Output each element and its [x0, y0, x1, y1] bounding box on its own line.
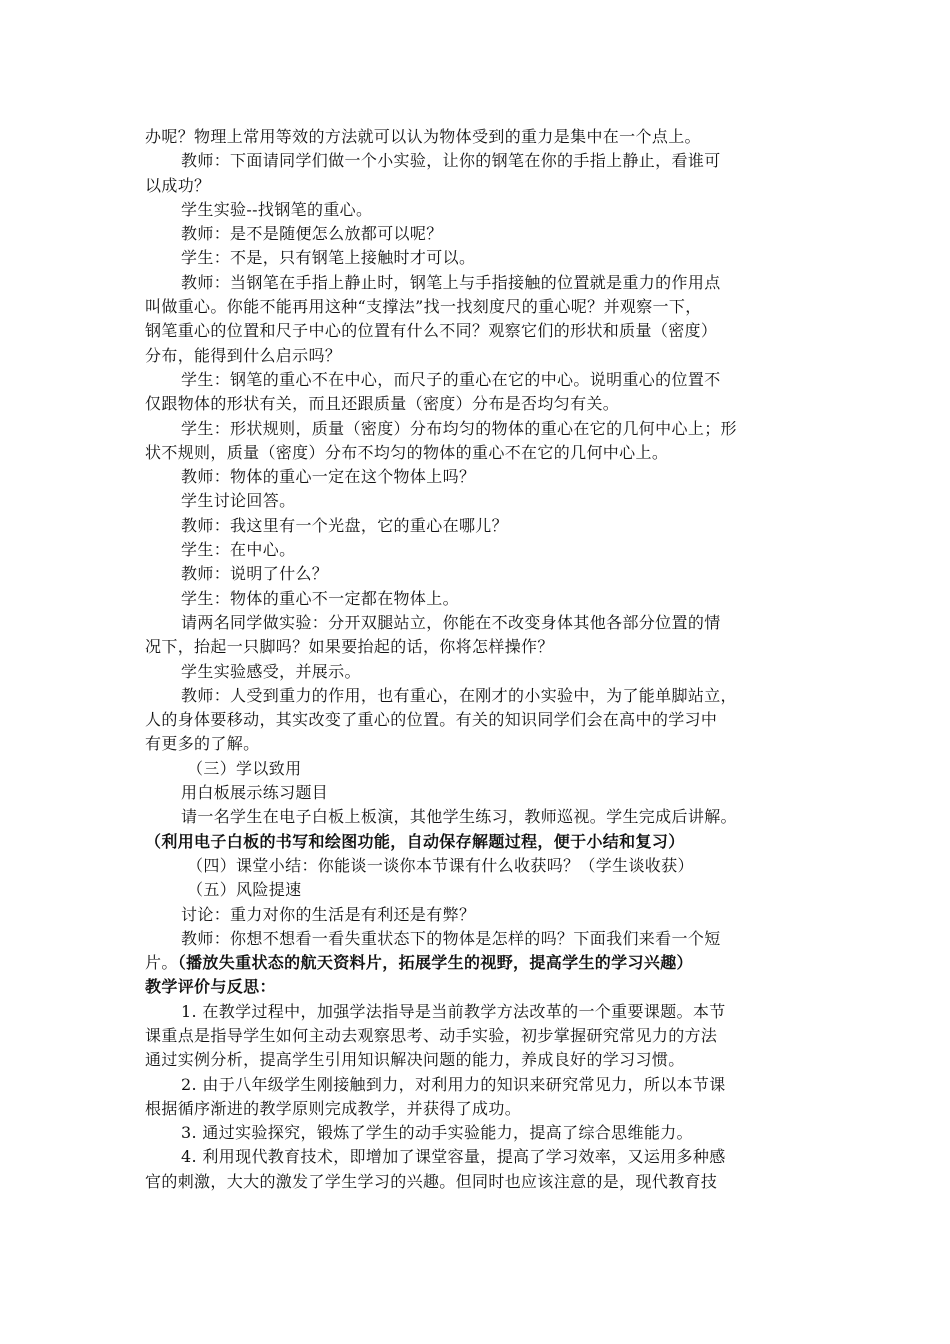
- text-line: 请两名同学做实验：分开双腿站立，你能在不改变身体其他各部分位置的情: [181, 612, 721, 632]
- text-line: 分布，能得到什么启示吗？: [145, 345, 342, 365]
- text-line: 学生讨论回答。: [181, 491, 296, 511]
- text-line: 况下，抬起一只脚吗？如果要抬起的话，你将怎样操作？: [145, 637, 554, 657]
- text-line: 教师：人受到重力的作用，也有重心，在刚才的小实验中，为了能单脚站立，: [181, 685, 737, 705]
- text-line: 课重点是指导学生如何主动去观察思考、动手实验，初步掌握研究常见力的方法: [145, 1025, 718, 1045]
- section-heading: （四）课堂小结：你能谈一谈你本节课有什么收获吗？（学生谈收获）: [187, 855, 694, 875]
- text-line: 教师：下面请同学们做一个小实验，让你的钢笔在你的手指上静止，看谁可: [181, 151, 721, 171]
- text-line: 学生：物体的重心不一定都在物体上。: [181, 588, 459, 608]
- text-line: 叫做重心。你能不能再用这种“支撑法”找一找刻度尺的重心呢？并观察一下，: [145, 297, 702, 317]
- text-line: 学生：形状规则，质量（密度）分布均匀的物体的重心在它的几何中心上；形: [181, 418, 737, 438]
- text-line: 有更多的了解。: [145, 734, 260, 754]
- text-line: 教师：物体的重心一定在这个物体上吗？: [181, 467, 476, 487]
- text-line: 讨论：重力对你的生活是有利还是有弊？: [181, 904, 476, 924]
- text-line: 学生实验感受，并展示。: [181, 661, 361, 681]
- text-line: 请一名学生在电子白板上板演，其他学生练习，教师巡视。学生完成后讲解。: [181, 807, 737, 827]
- text-line: 教师：当钢笔在手指上静止时，钢笔上与手指接触的位置就是重力的作用点: [181, 272, 721, 292]
- text-line: 4. 利用现代教育技术，即增加了课堂容量，提高了学习效率，又运用多种感: [181, 1147, 726, 1167]
- text-line: 官的刺激，大大的激发了学生学习的兴趣。但同时也应该注意的是，现代教育技: [145, 1171, 718, 1191]
- text-line: 人的身体要移动，其实改变了重心的位置。有关的知识同学们会在高中的学习中: [145, 710, 718, 730]
- text-line: 学生：不是，只有钢笔上接触时才可以。: [181, 248, 476, 268]
- text-line: 根据循序渐进的教学原则完成教学，并获得了成功。: [145, 1098, 522, 1118]
- text-line: 2. 由于八年级学生刚接触到力，对利用力的知识来研究常见力，所以本节课: [181, 1074, 726, 1094]
- text-line: 仅跟物体的形状有关，而且还跟质量（密度）分布是否均匀有关。: [145, 394, 620, 414]
- text-line: 钢笔重心的位置和尺子中心的位置有什么不同？观察它们的形状和质量（密度）: [145, 321, 718, 341]
- text-line: 以成功？: [145, 175, 211, 195]
- text-line: 学生实验--找钢笔的重心。: [181, 199, 373, 219]
- text-segment: 片。: [145, 953, 178, 973]
- text-line: 教师：说明了什么？: [181, 564, 329, 584]
- text-line: 1. 在教学过程中，加强学法指导是当前教学方法改革的一个重要课题。本节: [181, 1001, 726, 1021]
- document-page: [145, 125, 810, 1194]
- text-line: 教师：我这里有一个光盘，它的重心在哪儿？: [181, 515, 509, 535]
- text-line: 教师：你想不想看一看失重状态下的物体是怎样的吗？下面我们来看一个短: [181, 928, 721, 948]
- text-line: 教师：是不是随便怎么放都可以呢？: [181, 224, 443, 244]
- text-line: 学生：钢笔的重心不在中心，而尺子的重心在它的中心。说明重心的位置不: [181, 369, 721, 389]
- bold-note: （播放失重状态的航天资料片，拓展学生的视野，提高学生的学习兴趣）: [177, 953, 693, 973]
- text-line: 用白板展示练习题目: [181, 783, 329, 803]
- text-line: 3. 通过实验探究，锻炼了学生的动手实验能力，提高了综合思维能力。: [181, 1123, 693, 1143]
- section-heading: （五）风险提速: [187, 880, 302, 900]
- text-line-mixed: [145, 951, 810, 975]
- bold-note: （利用电子白板的书写和绘图功能，自动保存解题过程，便于小结和复习）: [145, 831, 685, 851]
- heading-evaluation: 教学评价与反思：: [145, 977, 276, 997]
- section-heading: （三）学以致用: [187, 758, 302, 778]
- text-line: 办呢？物理上常用等效的方法就可以认为物体受到的重力是集中在一个点上。: [145, 127, 701, 146]
- text-line: 通过实例分析，提高学生引用知识解决问题的能力，养成良好的学习习惯。: [145, 1050, 685, 1070]
- text-line: 状不规则，质量（密度）分布不均匀的物体的重心不在它的几何中心上。: [145, 442, 669, 462]
- text-line: 学生：在中心。: [181, 540, 296, 560]
